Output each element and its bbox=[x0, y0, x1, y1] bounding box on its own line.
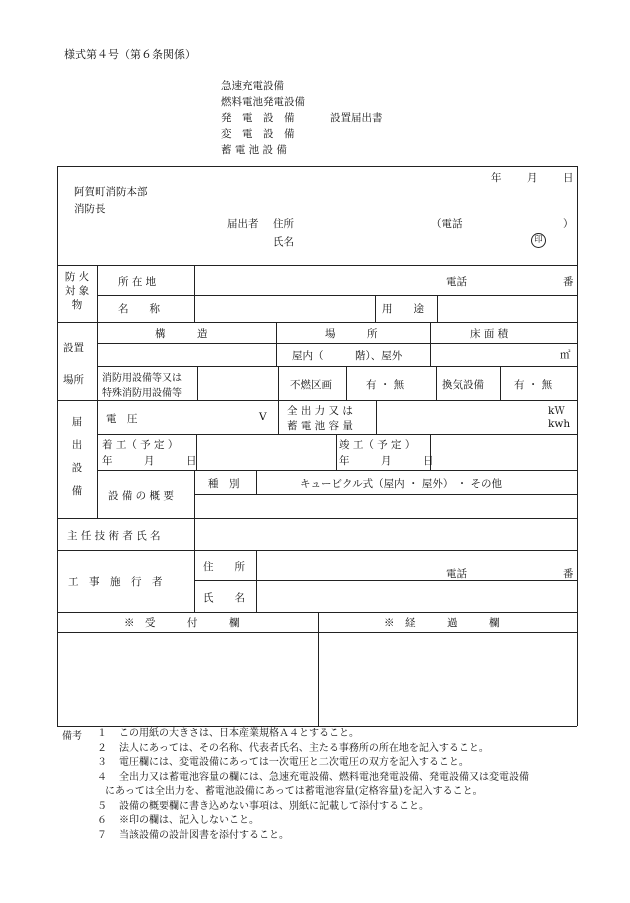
structure-label: 構 造 bbox=[155, 328, 208, 340]
note-item-continued: にあっては全出力を、蓄電池設備にあっては蓄電池容量(定格容量)を記入すること。 bbox=[105, 786, 483, 797]
note-item: ４ 全出力又は蓄電池容量の欄には、急速充電設備、燃料電池発電設備、発電設備又は変電設備 bbox=[97, 771, 529, 783]
fire-equipment-label-2: 特殊消防用設備等 bbox=[102, 388, 182, 399]
place-label: 場 所 bbox=[325, 328, 378, 340]
note-item: １ この用紙の大きさは、日本産業規格Ａ４とすること。 bbox=[97, 728, 359, 739]
applicant-phone-close: ） bbox=[563, 218, 574, 230]
area-unit: ㎡ bbox=[560, 349, 571, 361]
form-title bbox=[221, 78, 305, 158]
reception-label: ※ 受 付 欄 bbox=[124, 617, 240, 629]
progress-label: ※ 経 過 欄 bbox=[384, 617, 500, 629]
note-item: ３ 電圧欄には、変電設備にあっては一次電圧と二次電圧の双方を記入すること。 bbox=[97, 757, 469, 768]
name-label: 名 称 bbox=[118, 303, 160, 315]
target-phone-label: 電話 bbox=[446, 276, 467, 288]
install-section-label-2: 場所 bbox=[63, 374, 84, 386]
ventilation-choice: 有 ・ 無 bbox=[514, 379, 553, 391]
contractor-address-label: 住 所 bbox=[203, 561, 245, 573]
start-date: 年 月 日 bbox=[102, 455, 197, 467]
title-suffix: 設置届出書 bbox=[330, 112, 383, 124]
output-label-1: 全 出 力 又 は bbox=[287, 405, 353, 417]
contractor-phone-suffix: 番 bbox=[563, 568, 574, 580]
form-number: 様式第４号（第６条関係） bbox=[64, 48, 196, 61]
start-label: 着 工（ 予 定 ） bbox=[102, 439, 179, 451]
contractor-label: 工 事 施 行 者 bbox=[68, 576, 163, 588]
ventilation-label: 換気設備 bbox=[442, 379, 484, 391]
chief-engineer-label: 主 任 技 術 者 氏 名 bbox=[67, 530, 161, 542]
complete-date: 年 月 日 bbox=[339, 455, 434, 467]
voltage-label: 電 圧 bbox=[106, 413, 138, 425]
date-month: 月 bbox=[527, 172, 538, 184]
title-line-5: 蓄 電 池 設 備 bbox=[221, 144, 287, 156]
unit-kwh: kwh bbox=[548, 418, 571, 430]
output-label-2: 蓄 電 池 容 量 bbox=[287, 420, 353, 432]
overview-label: 設 備 の 概 要 bbox=[108, 490, 174, 502]
notes-label: 備考 bbox=[62, 731, 82, 742]
contractor-phone-label: 電話 bbox=[446, 568, 467, 580]
applicant-address-label: 住所 bbox=[273, 218, 294, 230]
title-line-2: 燃料電池発電設備 bbox=[221, 96, 305, 108]
addressee-org: 阿賀町消防本部 bbox=[74, 186, 148, 198]
note-item: ７ 当該設備の設計図書を添付すること。 bbox=[97, 829, 289, 841]
type-label: 種 別 bbox=[208, 478, 240, 490]
equipment-section-label: 届 出 設 備 bbox=[71, 416, 83, 497]
applicant-name-label: 氏名 bbox=[273, 236, 294, 248]
seal-mark: 印 bbox=[531, 233, 546, 248]
voltage-unit: V bbox=[259, 411, 267, 423]
note-item: ６ ※印の欄は、記入しないこと。 bbox=[97, 815, 259, 826]
fireproof-label: 不燃区画 bbox=[290, 379, 332, 391]
note-item: ５ 設備の概要欄に書き込めない事項は、別紙に記載して添付すること。 bbox=[97, 800, 429, 812]
location-label: 所 在 地 bbox=[118, 276, 157, 288]
fireproof-choice: 有 ・ 無 bbox=[366, 379, 405, 391]
date-year: 年 bbox=[491, 172, 502, 184]
use-label: 用 途 bbox=[382, 303, 424, 315]
unit-kw: kＷ bbox=[548, 405, 565, 417]
type-value: キュービクル式（屋内 ・ 屋外） ・ その他 bbox=[300, 478, 503, 490]
notes-list bbox=[97, 727, 529, 843]
date-day: 日 bbox=[563, 172, 574, 184]
title-line-1: 急速充電設備 bbox=[221, 80, 284, 92]
applicant-phone-open: （電話 bbox=[431, 218, 463, 230]
applicant-label: 届出者 bbox=[227, 218, 259, 230]
note-item: ２ 法人にあっては、その名称、代表者氏名、主たる事務所の所在地を記入すること。 bbox=[97, 742, 489, 754]
title-line-3: 発 電 設 備 bbox=[221, 112, 295, 124]
target-section-label: 防 火 対 象 物 bbox=[64, 271, 90, 311]
fire-equipment-label-1: 消防用設備等又は bbox=[102, 373, 182, 384]
target-phone-suffix: 番 bbox=[563, 276, 574, 288]
title-line-4: 変 電 設 備 bbox=[221, 128, 295, 140]
floor-area-label: 床 面 積 bbox=[470, 328, 509, 340]
install-section-label-1: 設置 bbox=[63, 342, 84, 354]
addressee-title: 消防長 bbox=[74, 203, 106, 215]
indoor-outdoor-text: 屋内（ 階）、屋外 bbox=[292, 350, 403, 362]
complete-label: 竣 工（ 予 定 ） bbox=[339, 439, 416, 451]
contractor-name-label: 氏 名 bbox=[203, 592, 245, 604]
